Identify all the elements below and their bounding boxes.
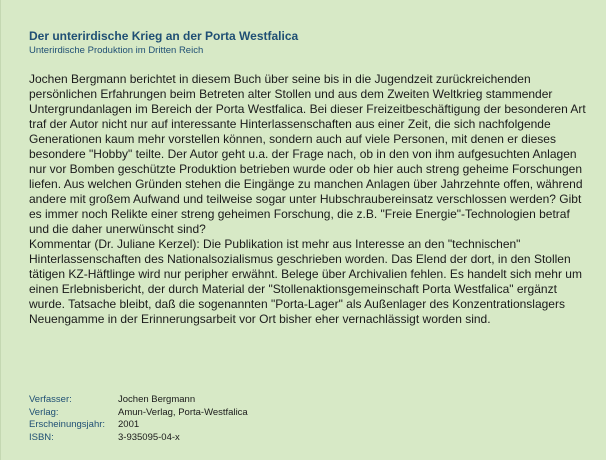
isbn-value: 3-935095-04-x	[118, 431, 180, 443]
commentary-paragraph: Kommentar (Dr. Juliane Kerzel): Die Publikation ist mehr aus Interesse an den "technischen" Hinterlassenschaften des Nationalsozialismus geschrieben worden. Das Elend der dort, in den Stollen tätigen KZ-Häftlinge wird nur peripher erwähnt. Belege über Archivalien fehlen. Es handelt sich mehr um einen Erlebnisbericht, der durch Material der "Stollenaktionsgemeinschaft Porta Westfalica" ergänzt wurde. Tatsache bleibt, daß die sogenannten "Porta-Lager" als Außenlager des Konzentrationslagers Neuengamme in der Erinnerungsarbeit vor Ort bisher eher vernachlässigt worden sind.	[29, 237, 582, 326]
metadata-row-isbn	[29, 432, 248, 445]
description-paragraph: Jochen Bergmann berichtet in diesem Buch über seine bis in die Jugendzeit zurückreichenden persönlichen Erfahrungen beim Betreten alter Stollen und aus dem Zweiten Weltkrieg stammender Untergrundanlagen im Bereich der Porta Westfalica. Bei dieser Freizeitbeschäftigung der besonderen Art traf der Autor nicht nur auf interessante Hinterlassenschaften aus einer Zeit, die sich nachfolgende Generationen kaum mehr vorstellen können, sondern auch auf viele Personen, mit denen er dieses besondere "Hobby" teilte. Der Autor geht u.a. der Frage nach, ob in den von ihm aufgesuchten Anlagen nur vor Bomben geschützte Produktion betrieben wurde oder ob hier auch streng geheime Forschungen liefen. Aus welchen Gründen stehen die Eingänge zu manchen Anlagen über Jahrzehnte offen, während andere mit großem Aufwand und teilweise sogar unter Hubschraubereinsatz verschlossen werden? Gibt es immer noch Relikte einer streng geheimen Forschung, die z.B. "Freie Energie"-Technologien betraf und die daher unerwünscht sind?	[29, 72, 586, 236]
author-value: Jochen Bergmann	[118, 394, 196, 405]
isbn-label: ISBN:	[29, 431, 54, 443]
book-subtitle: Unterirdische Produktion im Dritten Reich	[29, 45, 204, 56]
publisher-value: Amun-Verlag, Porta-Westfalica	[118, 406, 248, 418]
metadata-row-year	[29, 419, 248, 432]
publisher-label: Verlag:	[29, 406, 59, 418]
year-value: 2001	[118, 419, 140, 430]
book-title: Der unterirdische Krieg an der Porta Westfalica	[29, 29, 299, 43]
book-description	[29, 72, 593, 327]
year-label: Erscheinungsjahr:	[29, 419, 106, 430]
metadata-row-publisher	[29, 407, 248, 420]
book-metadata-table	[29, 394, 248, 444]
metadata-row-author	[29, 394, 248, 407]
author-label: Verfasser:	[29, 394, 72, 405]
